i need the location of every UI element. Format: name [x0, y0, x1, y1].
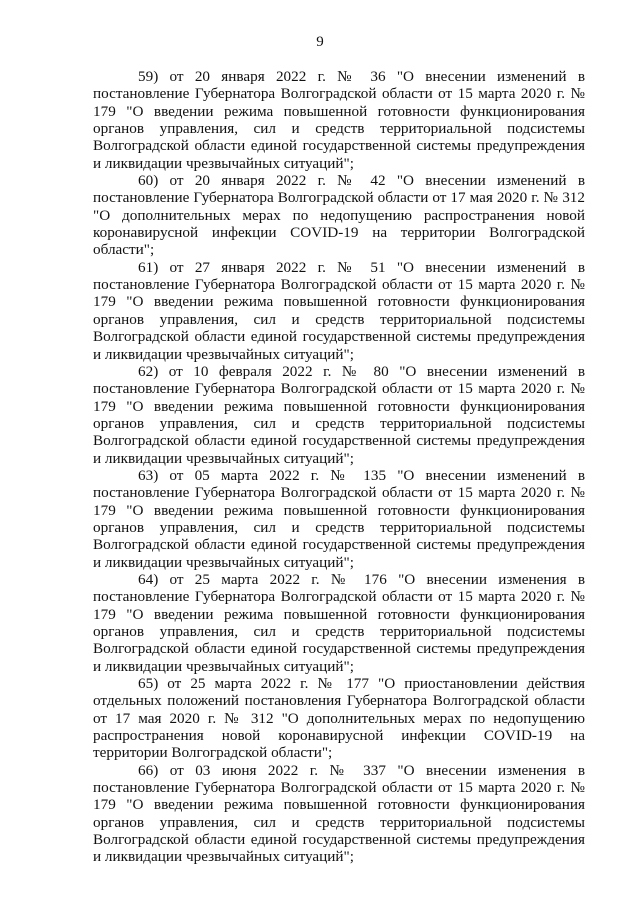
document-body [93, 68, 585, 866]
list-item-63: 63) от 05 марта 2022 г. № 135 "О внесении изменений в постановление Губернатора Волгоградской области от 15 марта 2020 г. № 179 "О введении режима повышенной готовности функционирования органов управления, сил и средств территориальной подсистемы Волгоградской области единой государственной системы предупреждения и ликвидации чрезвычайных ситуаций"; [93, 466, 585, 571]
list-item-61: 61) от 27 января 2022 г. № 51 "О внесении изменений в постановление Губернатора Волгоградской области от 15 марта 2020 г. № 179 "О введении режима повышенной готовности функционирования органов управления, сил и средств территориальной подсистемы Волгоградской области единой государственной системы предупреждения и ликвидации чрезвычайных ситуаций"; [93, 258, 585, 363]
list-item-64: 64) от 25 марта 2022 г. № 176 "О внесении изменения в постановление Губернатора Волгоградской области от 15 марта 2020 г. № 179 "О введении режима повышенной готовности функционирования органов управления, сил и средств территориальной подсистемы Волгоградской области единой государственной системы предупреждения и ликвидации чрезвычайных ситуаций"; [93, 570, 585, 675]
list-item-66: 66) от 03 июня 2022 г. № 337 "О внесении изменения в постановление Губернатора Волгоградской области от 15 марта 2020 г. № 179 "О введении режима повышенной готовности функционирования органов управления, сил и средств территориальной подсистемы Волгоградской области единой государственной системы предупреждения и ликвидации чрезвычайных ситуаций"; [93, 761, 585, 866]
list-item-59: 59) от 20 января 2022 г. № 36 "О внесении изменений в постановление Губернатора Волгоградской области от 15 марта 2020 г. № 179 "О введении режима повышенной готовности функционирования органов управления, сил и средств территориальной подсистемы Волгоградской области единой государственной системы предупреждения и ликвидации чрезвычайных ситуаций"; [93, 68, 585, 172]
list-item-65: 65) от 25 марта 2022 г. № 177 "О приостановлении действия отдельных положений постановления Губернатора Волгоградской области от 17 мая 2020 г. № 312 "О дополнительных мерах по недопущению распространения новой коронавирусной инфекции COVID-19 на территории Волгоградской области"; [93, 675, 585, 762]
list-item-60: 60) от 20 января 2022 г. № 42 "О внесении изменений в постановление Губернатора Волгоградской области от 17 мая 2020 г. № 312 "О дополнительных мерах по недопущению распространения новой коронавирусной инфекции COVID-19 на территории Волгоградской области"; [93, 172, 585, 259]
list-item-62: 62) от 10 февраля 2022 г. № 80 "О внесении изменений в постановление Губернатора Волгоградской области от 15 марта 2020 г. № 179 "О введении режима повышенной готовности функционирования органов управления, сил и средств территориальной подсистемы Волгоградской области единой государственной системы предупреждения и ликвидации чрезвычайных ситуаций"; [93, 362, 585, 467]
page-number: 9 [316, 34, 324, 50]
